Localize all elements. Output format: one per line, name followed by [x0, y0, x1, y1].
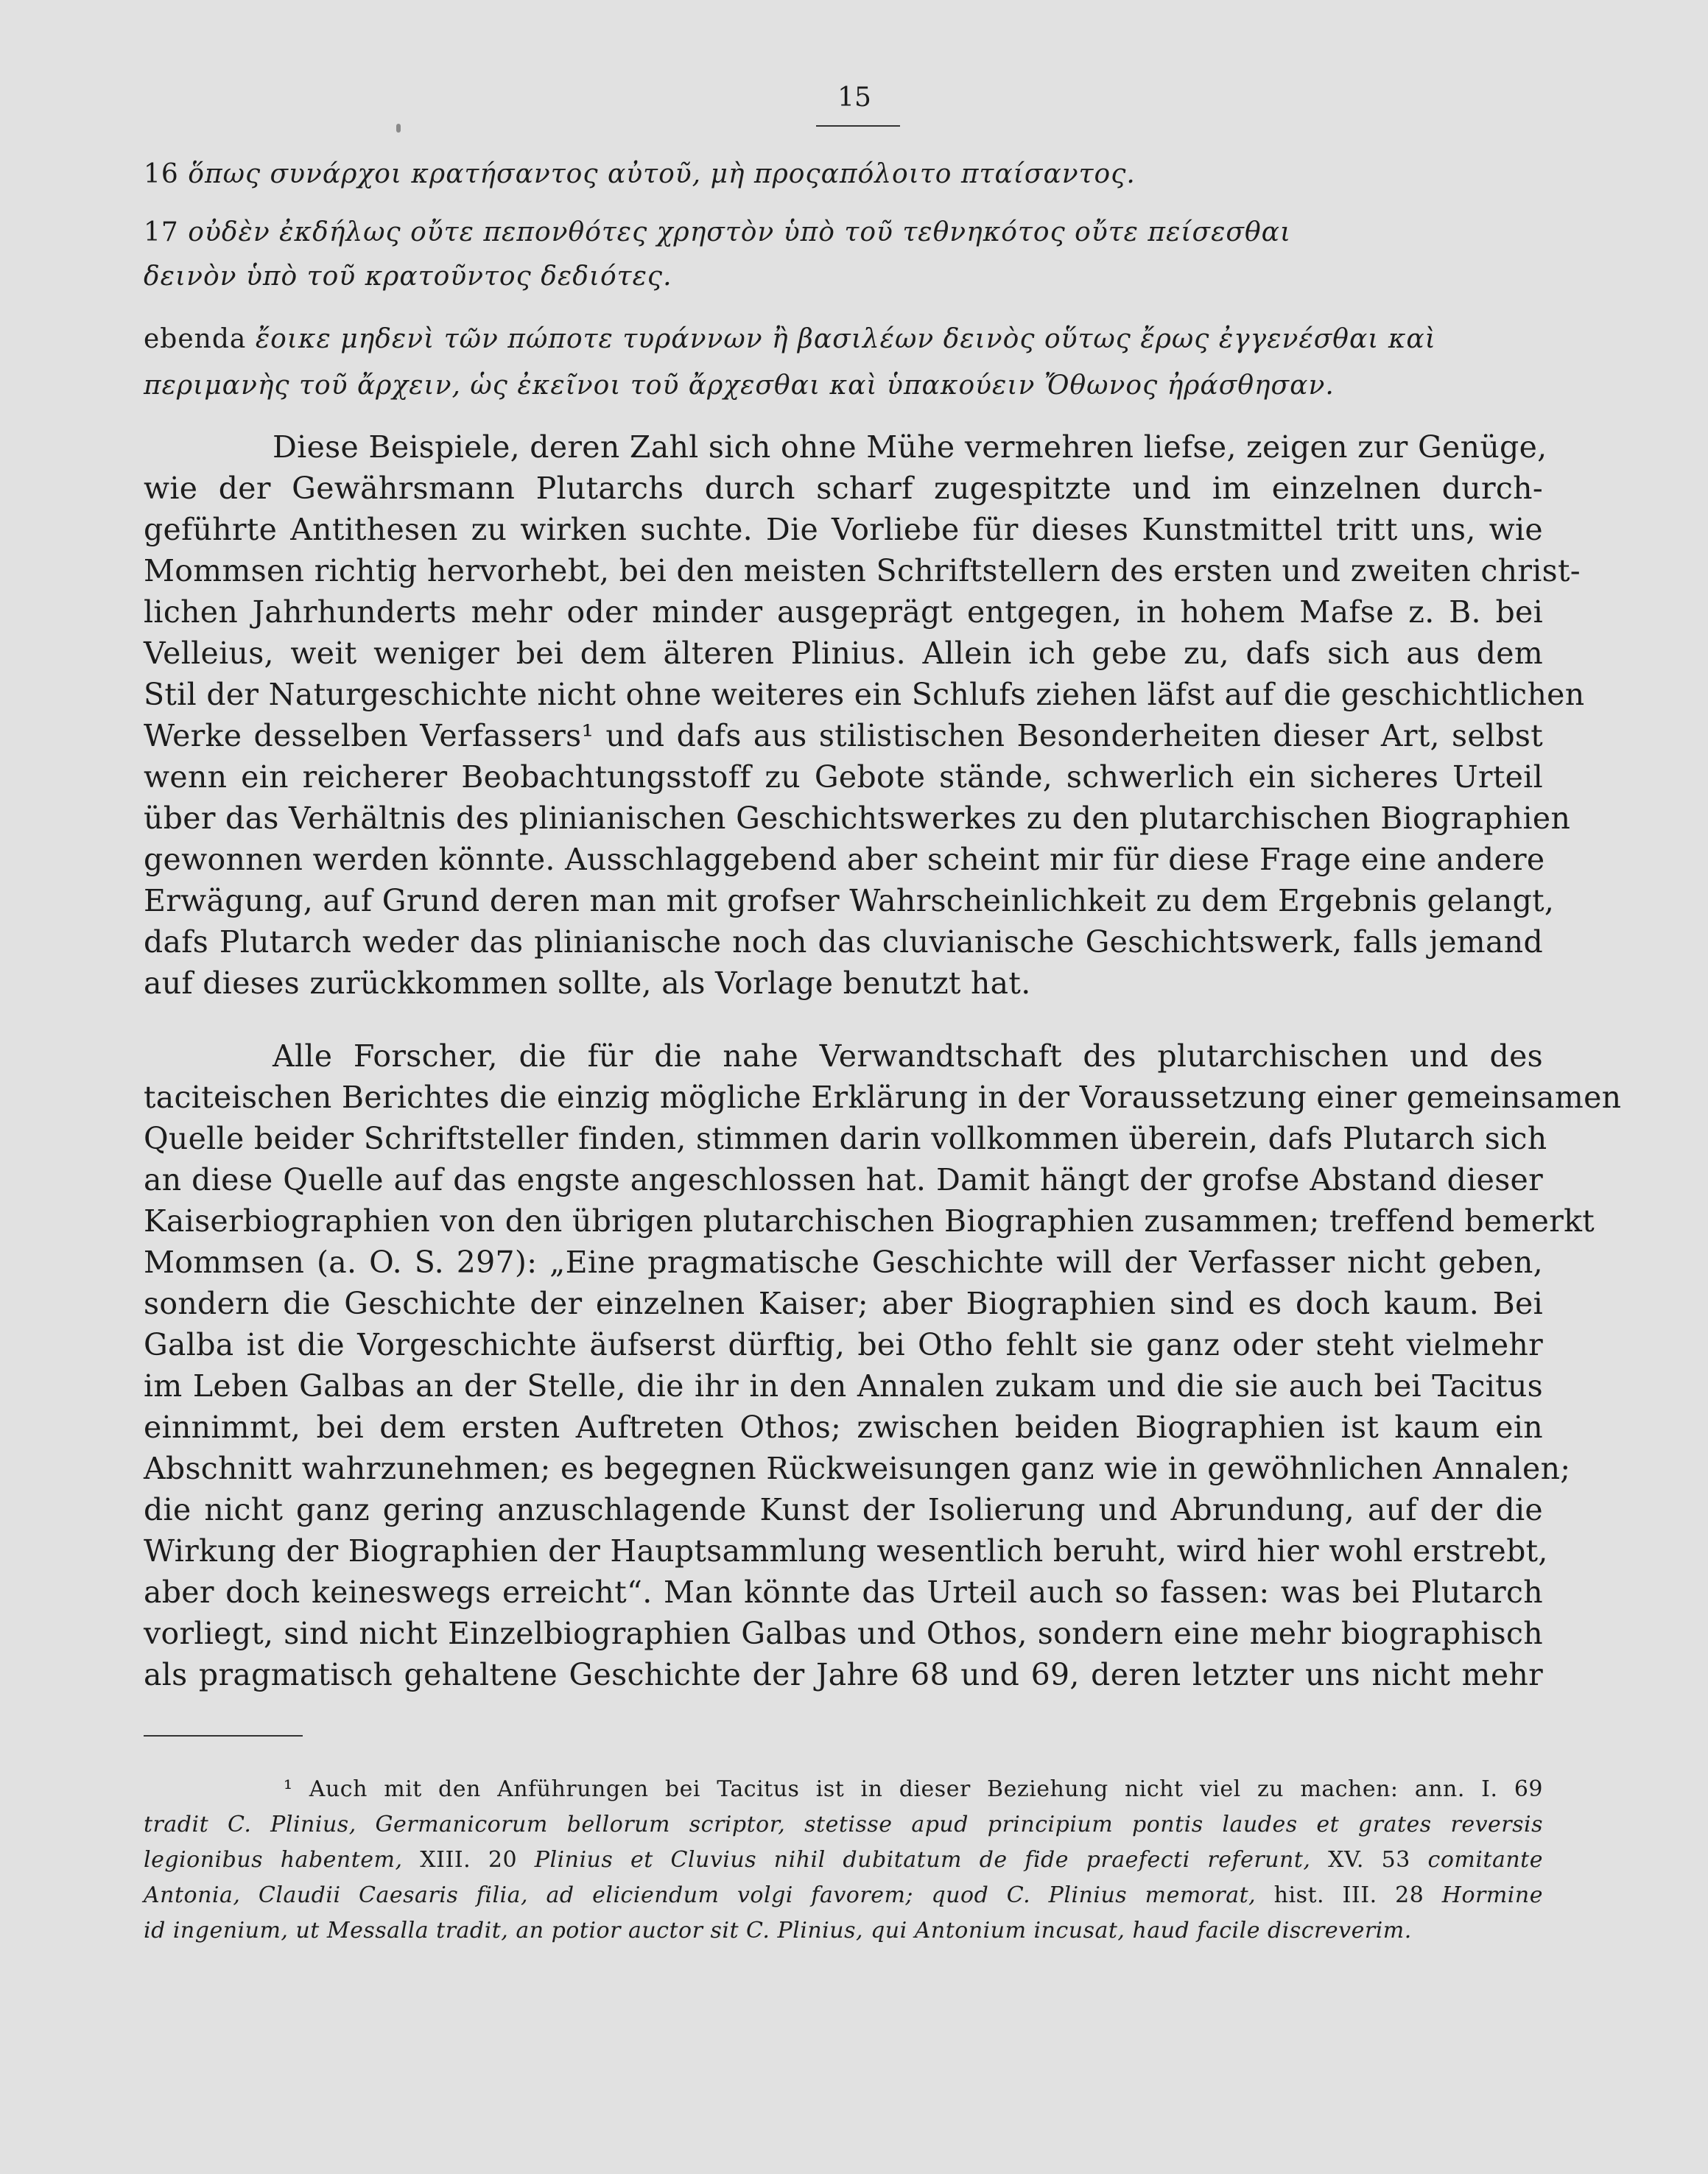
text-line: aber doch keineswegs erreicht“. Man könnte das Urteil auch so fassen: was bei Plutarch: [144, 1575, 1543, 1610]
greek-text: ὅπως συνάρχοι κρατήσαντος αὐτοῦ, μὴ προςαπόλοιτο πταίσαντος.: [188, 159, 1136, 189]
footnote-quote: legionibus habentem,: [144, 1847, 403, 1873]
greek-text: περιμανὴς τοῦ ἄρχειν, ὡς ἐκεῖνοι τοῦ ἄρχεσθαι καὶ ὑπακούειν Ὄθωνος ἠράσθησαν.: [144, 370, 1335, 401]
text-line: Velleius, weit weniger bei dem älteren Plinius. Allein ich gebe zu, dafs sich aus dem: [144, 636, 1543, 671]
greek-text: οὐδὲν ἐκδήλως οὔτε πεπονθότες χρηστὸν ὑπὸ τοῦ τεθνηκότος οὔτε πείσεσθαι: [188, 217, 1292, 247]
greek-quote-17-cont: [144, 261, 1565, 292]
text-line: als pragmatisch gehaltene Geschichte der Jahre 68 und 69, deren letzter uns nicht mehr: [144, 1657, 1543, 1692]
text-line: Erwägung, auf Grund deren man mit grofser Wahrscheinlichkeit zu dem Ergebnis gelangt,: [144, 883, 1555, 918]
footnote-text: ¹ Auch mit den Anführungen bei Tacitus ist in dieser Beziehung nicht viel zu machen: ann. I. 69: [284, 1776, 1543, 1802]
text-line: wie der Gewährsmann Plutarchs durch scharf zugespitzte und im einzelnen durch-: [144, 471, 1543, 506]
text-line: Werke desselben Verfassers¹ und dafs aus stilistischen Besonderheiten dieser Art, selbst: [144, 718, 1543, 753]
text-line: Abschnitt wahrzunehmen; es begegnen Rückweisungen ganz wie in gewöhnlichen Annalen;: [144, 1451, 1571, 1486]
text-line: Stil der Naturgeschichte nicht ohne weiteres ein Schlufs ziehen läfst auf die geschichtlichen: [144, 677, 1585, 712]
footnote-line: [144, 1847, 1543, 1873]
header-rule: [816, 125, 900, 127]
footnote-line: [144, 1918, 1543, 1943]
footnote-quote: comitante: [1427, 1847, 1543, 1873]
footnote-quote: Antonia, Claudii Caesaris filia, ad eliciendum volgi favorem; quod C. Plinius memorat,: [144, 1882, 1257, 1908]
text-line: Mommsen (a. O. S. 297): „Eine pragmatische Geschichte will der Verfasser nicht geben,: [144, 1245, 1543, 1280]
greek-quote-ebenda-cont: [144, 370, 1565, 401]
text-line: taciteischen Berichtes die einzig mögliche Erklärung in der Voraussetzung einer gemeinsamen: [144, 1080, 1622, 1115]
footnote-line: [284, 1776, 1543, 1802]
footnote-line: [144, 1882, 1543, 1908]
text-line: gewonnen werden könnte. Ausschlaggebend aber scheint mir für diese Frage eine andere: [144, 842, 1545, 877]
text-line: an diese Quelle auf das engste angeschlossen hat. Damit hängt der grofse Abstand dieser: [144, 1162, 1543, 1197]
greek-quote-ebenda: [144, 324, 1565, 354]
text-line: über das Verhältnis des plinianischen Geschichtswerkes zu den plutarchischen Biographien: [144, 801, 1571, 836]
footnote-quote: tradit C. Plinius, Germanicorum bellorum scriptor, stetisse apud principium pontis laudes et grates reversis: [144, 1812, 1543, 1837]
text-line: Diese Beispiele, deren Zahl sich ohne Mühe vermehren liefse, zeigen zur Genüge,: [273, 429, 1547, 465]
text-line: auf dieses zurückkommen sollte, als Vorlage benutzt hat.: [144, 965, 1031, 1001]
text-line: lichen Jahrhunderts mehr oder minder ausgeprägt entgegen, in hohem Mafse z. B. bei: [144, 594, 1543, 630]
quote-number: 17: [144, 217, 179, 247]
text-line: geführte Antithesen zu wirken suchte. Die Vorliebe für dieses Kunstmittel tritt uns, wie: [144, 512, 1543, 547]
footnote-ref: XV. 53: [1328, 1847, 1410, 1873]
text-line: Wirkung der Biographien der Hauptsammlung wesentlich beruht, wird hier wohl erstrebt,: [144, 1533, 1548, 1569]
text-line: vorliegt, sind nicht Einzelbiographien Galbas und Othos, sondern eine mehr biographisch: [144, 1616, 1543, 1651]
footnote-quote: id ingenium, ut Messalla tradit, an potior auctor sit C. Plinius, qui Antonium incusat, haud facile discreverim.: [144, 1918, 1412, 1943]
text-line: Galba ist die Vorgeschichte äufserst dürftig, bei Otho fehlt sie ganz oder steht vielmehr: [144, 1327, 1543, 1362]
footnote-ref: XIII. 20: [420, 1847, 518, 1873]
footnote-line: [144, 1812, 1543, 1837]
text-line: Mommsen richtig hervorhebt, bei den meisten Schriftstellern des ersten und zweiten christ-: [144, 553, 1581, 588]
greek-text: δεινὸν ὑπὸ τοῦ κρατοῦντος δεδιότες.: [144, 261, 672, 292]
greek-quote-16: [144, 159, 1565, 189]
text-line: wenn ein reicherer Beobachtungsstoff zu Gebote stände, schwerlich ein sicheres Urteil: [144, 759, 1543, 795]
ebenda-label: ebenda: [144, 324, 247, 354]
quote-number: 16: [144, 159, 179, 189]
footnote-rule: [144, 1735, 303, 1737]
text-line: einnimmt, bei dem ersten Auftreten Othos; zwischen beiden Biographien ist kaum ein: [144, 1410, 1543, 1445]
text-line: dafs Plutarch weder das plinianische noch das cluvianische Geschichtswerk, falls jemand: [144, 924, 1543, 960]
text-line: Alle Forscher, die für die nahe Verwandtschaft des plutarchischen und des: [273, 1038, 1543, 1074]
greek-quote-17: [144, 217, 1565, 247]
greek-text: ἔοικε μηδενὶ τῶν πώποτε τυράννων ἢ βασιλέων δεινὸς οὕτως ἔρως ἐγγενέσθαι καὶ: [255, 324, 1436, 354]
footnote-ref: hist. III. 28: [1273, 1882, 1424, 1908]
page-number: 15: [837, 82, 871, 113]
text-line: die nicht ganz gering anzuschlagende Kunst der Isolierung und Abrundung, auf der die: [144, 1492, 1543, 1527]
footnote-quote: Plinius et Cluvius nihil dubitatum de fide praefecti referunt,: [534, 1847, 1311, 1873]
specks: [396, 124, 401, 133]
text-line: Kaiserbiographien von den übrigen plutarchischen Biographien zusammen; treffend bemerkt: [144, 1203, 1595, 1239]
text-line: sondern die Geschichte der einzelnen Kaiser; aber Biographien sind es doch kaum. Bei: [144, 1286, 1543, 1321]
footnote-quote: Hormine: [1441, 1882, 1543, 1908]
text-line: Quelle beider Schriftsteller finden, stimmen darin vollkommen überein, dafs Plutarch sich: [144, 1121, 1547, 1156]
text-line: im Leben Galbas an der Stelle, die ihr in den Annalen zukam und die sie auch bei Tacitus: [144, 1368, 1543, 1404]
